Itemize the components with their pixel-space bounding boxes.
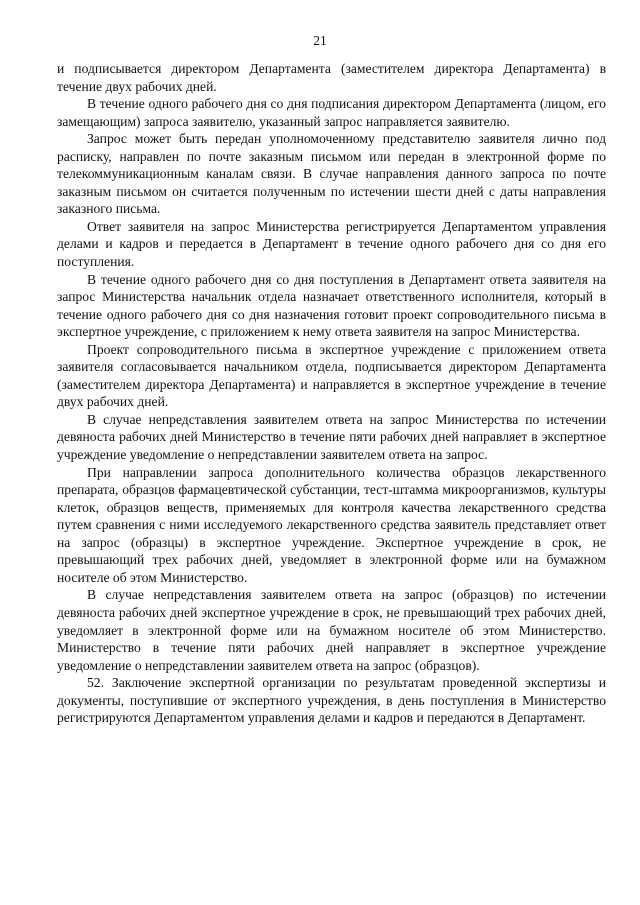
paragraph: Запрос может быть передан уполномоченному представителю заявителя лично под расписку, направлен по почте заказным письмом или передан в электронной форме по телекоммуникационным каналам связи. В случае направления данного запроса по почте заказным письмом он считается полученным по истечении шести дней с даты направления заказного письма. (57, 131, 606, 217)
paragraph: В случае непредставления заявителем ответа на запрос Министерства по истечении девяноста рабочих дней Министерство в течение пяти рабочих дней направляет в экспертное учреждение уведомление о непредставлении заявителем ответа на запрос. (57, 411, 606, 463)
paragraph: В течение одного рабочего дня со дня поступления в Департамент ответа заявителя на запрос Министерства начальник отдела назначает ответственного исполнителя, который в течение одного рабочего дня со дня назначения готовит проект сопроводительного письма в экспертное учреждение, с приложением к нему ответа заявителя на запрос Министерства. (57, 271, 606, 340)
paragraph: Проект сопроводительного письма в экспертное учреждение с приложением ответа заявителя согласовывается начальником отдела, подписывается директором Департамента (заместителем директора Департамента) и направляется в экспертное учреждение в течение двух рабочих дней. (57, 341, 606, 410)
document-body (57, 60, 606, 727)
paragraph: В случае непредставления заявителем ответа на запрос (образцов) по истечении девяноста рабочих дней экспертное учреждение в срок, не превышающий трех рабочих дней, уведомляет в электронной форме или на бумажном носителе об этом Министерство. Министерство в течение пяти рабочих дней направляет в экспертное учреждение уведомление о непредставлении заявителем ответа на запрос (образцов). (57, 587, 606, 673)
paragraph: В течение одного рабочего дня со дня подписания директором Департамента (лицом, его замещающим) запроса заявителю, указанный запрос направляется заявителю. (57, 96, 606, 129)
page-number: 21 (313, 33, 327, 48)
paragraph: Ответ заявителя на запрос Министерства регистрируется Департаментом управления делами и кадров и передается в Департамент в течение одного рабочего дня со дня его поступления. (57, 218, 606, 270)
paragraph-clause-52: 52. Заключение экспертной организации по результатам проведенной экспертизы и документы, поступившие от экспертного учреждения, в день поступления в Министерство регистрируются Департаментом управления делами и кадров и передаются в Департамент. (57, 675, 606, 726)
paragraph-continuation: и подписывается директором Департамента (заместителем директора Департамента) в течение двух рабочих дней. (57, 61, 606, 94)
paragraph: При направлении запроса дополнительного количества образцов лекарственного препарата, образцов фармацевтической субстанции, тест-штамма микроорганизмов, культуры клеток, образцов веществ, применяемых для контроля качества лекарственного средства путем сравнения с ними исследуемого лекарственного средства заявитель представляет ответ на запрос (образцы) в экспертное учреждение. Экспертное учреждение в срок, не превышающий трех рабочих дней, уведомляет в электронной форме или на бумажном носителе об этом Министерство. (57, 464, 606, 585)
